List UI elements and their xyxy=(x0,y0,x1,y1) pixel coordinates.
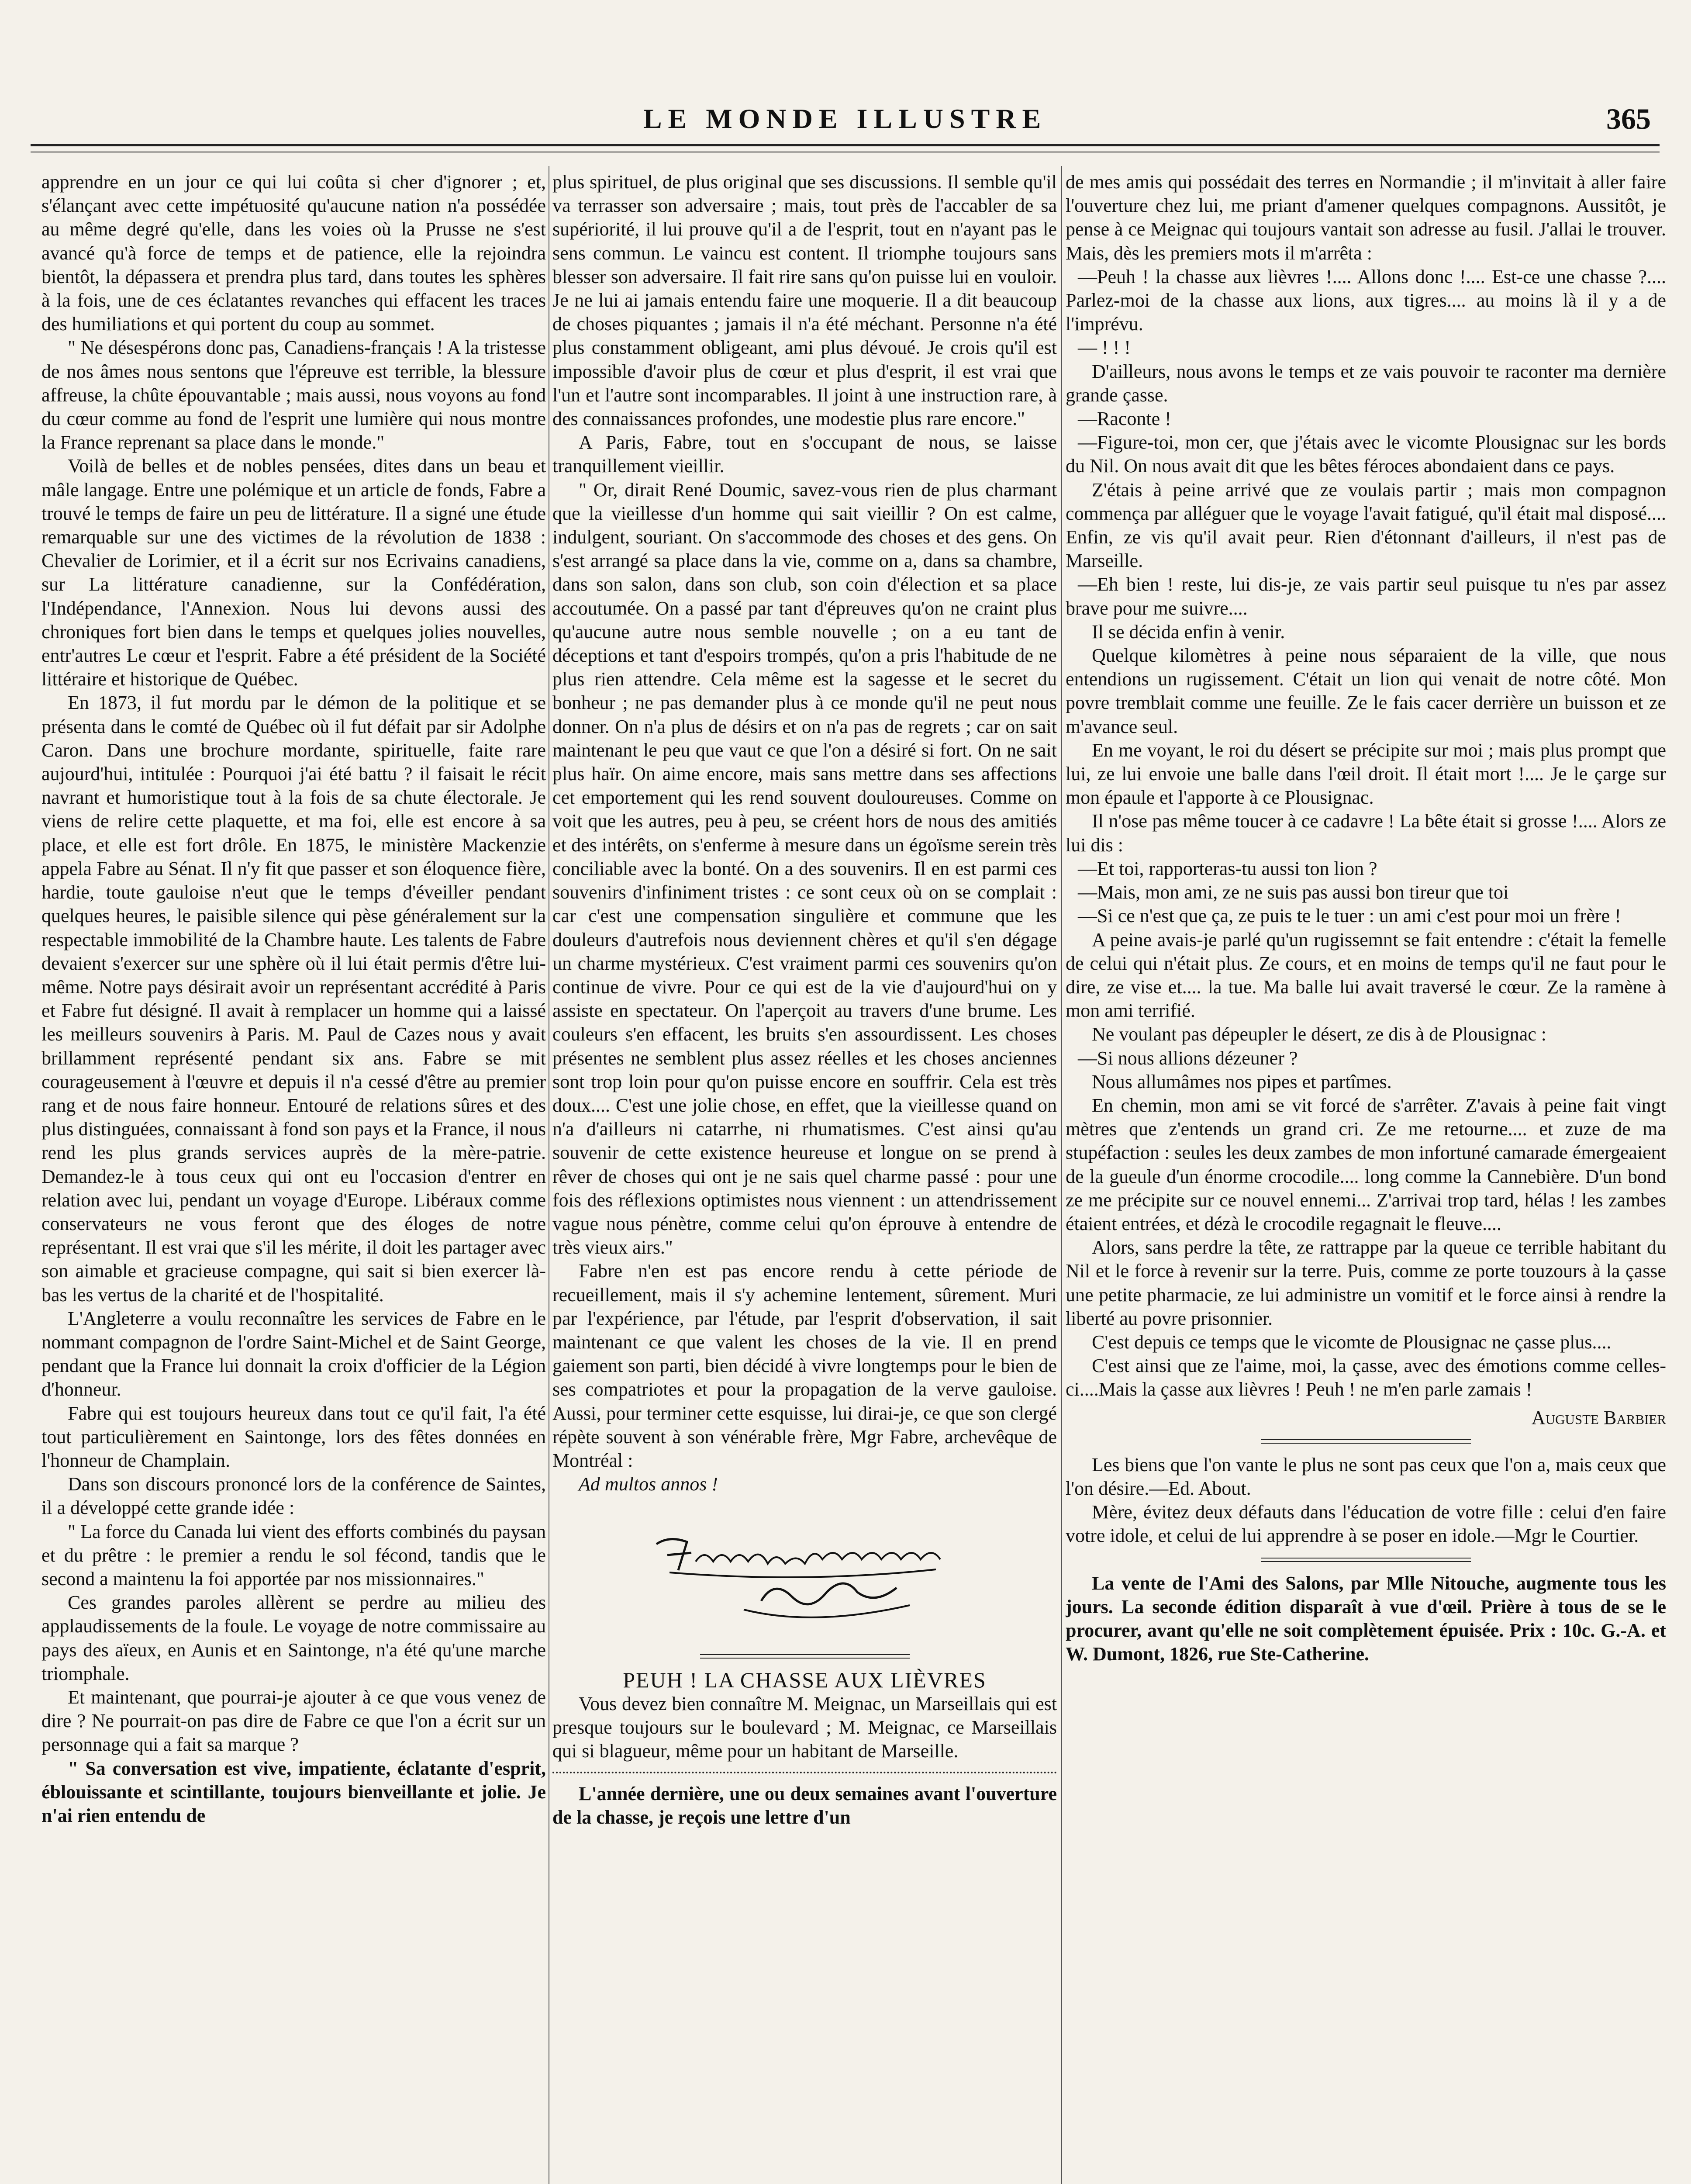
paragraph: Il se décida enfin à venir. xyxy=(1092,621,1285,643)
section-divider xyxy=(700,1654,910,1659)
paragraph: Vous devez bien connaître M. Meignac, un Marseillais qui est presque toujours sur le boulevard ; M. Meignac, ce Marseillais qui si blagueur, même pour un habitant de Marseille. xyxy=(552,1693,1057,1762)
article-heading: PEUH ! LA CHASSE AUX LIÈVRES xyxy=(623,1668,987,1693)
paragraph: de mes amis qui possédait des terres en Normandie ; il m'invitait à aller faire l'ouverture chez lui, me priant d'amener quelques compagnons. Aussitôt, je pense à ce Meignac qui toujours vantait son adresse au fusil. J'allai le trouver. Mais, dès les premiers mots il m'arrêta : xyxy=(1066,171,1666,264)
paragraph: C'est ainsi que ze l'aime, moi, la çasse, avec des émotions comme celles-ci....Mais la çasse aux lièvres ! Peuh ! ne m'en parle zamais ! xyxy=(1066,1355,1666,1400)
paragraph: plus spirituel, de plus original que ses discussions. Il semble qu'il va terrasser son adversaire ; mais, tout près de l'accabler de sa supériorité, il lui prouve qu'il a de l'esprit, tout en n'ayant pas le sens commun. Le vaincu est content. Il triomphe toujours sans blesser son adversaire. Il fait rire sans qu'on puisse lui en vouloir. Je ne lui ai jamais entendu faire une moquerie. Il a dit beaucoup de choses piquantes ; jamais il n'a été méchant. Personne n'a été plus constamment obligeant, ami plus dévoué. Je crois qu'il est impossible d'avoir plus de cœur et plus d'esprit, il est vrai que l'un et l'autre sont incomparables. Il joint à une instruction rare, à des connaissances profondes, une modestie plus rare encore." xyxy=(552,171,1057,430)
paragraph: Il n'ose pas même toucer à ce cadavre ! La bête était si grosse !.... Alors ze lui dis : xyxy=(1066,810,1666,856)
paragraph: Z'étais à peine arrivé que ze voulais partir ; mais mon compagnon commença par alléguer que le voyage l'avait fatigué, qu'il était mal disposé.... Enfin, ze vis qu'il avait peur. Rien d'étonnant d'ailleurs, il n'est pas de Marseille. xyxy=(1066,479,1666,572)
signature xyxy=(552,1514,1057,1645)
signoff-latin: Ad multos annos ! xyxy=(579,1473,718,1495)
paragraph: L'Angleterre a voulu reconnaître les services de Fabre en le nommant compagnon de l'ordre Saint-Michel et de Saint George, pendant que la France lui donnait la croix d'officier de la Légion d'honneur. xyxy=(41,1307,546,1400)
paragraph: " Ne désespérons donc pas, Canadiens-français ! A la tristesse de nos âmes nous sentons que l'épreuve est terrible, la blessure affreuse, la chûte épouvantable ; mais aussi, nous voyons au fond du cœur comme au fond de l'esprit une lumière qui nous montre la France reprenant sa place dans le monde." xyxy=(41,337,546,453)
paragraph: C'est depuis ce temps que le vicomte de Plousignac ne çasse plus.... xyxy=(1092,1331,1612,1353)
paragraph: —Mais, mon ami, ze ne suis pas aussi bon tireur que toi xyxy=(1078,881,1509,903)
paragraph: —Eh bien ! reste, lui dis-je, ze vais partir seul puisque tu n'es par assez brave pour me suivre.... xyxy=(1066,574,1666,619)
paragraph: " Or, dirait René Doumic, savez-vous rien de plus charmant que la vieillesse d'un homme qui sait vieillir ? On est calme, indulgent, souriant. On s'accommode des choses et des gens. On s'est arrangé sa place dans la vie, comme on a, dans sa chambre, dans son salon, dans son club, son coin d'élection et sa place accoutumée. On a passé par tant d'épreuves qu'on ne craint plus qu'aucune autre nous semble nouvelle ; on a eu tant de déceptions et tant d'espoirs trompés, qu'on a pris l'habitude de ne plus rien attendre. Cela même est la sagesse et le secret du bonheur ; ne pas demander plus à ce monde qu'il ne peut nous donner. On n'a plus de désirs et on n'a pas de regrets ; car on sait maintenant le peu que vaut ce que l'on a désiré si fort. On ne sait plus haïr. On aime encore, mais sans mettre dans ses affections cet emportement qui les rend souvent douloureuses. Comme on voit que les autres, peu à peu, se créent hors de nous des amitiés et des intérêts, on s'enferme à mesure dans un égoïsme serein très conciliable avec la bonté. On a des souvenirs. Il en est parmi ces souvenirs d'infiniment tristes : ce sont ceux où on se complait : car c'est une compensation singulière et commune que les douleurs d'autrefois nous deviennent chères et qu'il s'en dégage un charme mystérieux. C'est vraiment parmi ces souvenirs qu'on continue de vivre. Pour ce qui est de la vie d'aujourd'hui on y assiste en spectateur. On l'aperçoit au travers d'une brume. Les couleurs s'en effacent, les bruits s'en assourdissent. Les choses présentes ne semblent plus assez réelles et les choses anciennes sont trop loin pour qu'on puisse encore en souffrir. Cela est très doux.... C'est une jolie chose, en effet, que la vieillesse quand on n'a d'ailleurs ni catarrhe, ni rhumatismes. C'est ainsi qu'au souvenir de cette existence heureuse et longue on se prend à rêver de choses qui ont je ne sais quel charme passé : pour une fois des réflexions optimistes nous viennent : un attendrissement vague nous pénètre, comme celui qu'on éprouve à entendre de très vieux airs." xyxy=(552,479,1057,1258)
section-divider xyxy=(1261,1439,1471,1444)
maxim: Les biens que l'on vante le plus ne sont pas ceux que l'on a, mais ceux que l'on désire.—Ed. About. xyxy=(1066,1454,1666,1499)
paragraph: —Et toi, rapporteras-tu aussi ton lion ? xyxy=(1078,857,1377,879)
paragraph: En 1873, il fut mordu par le démon de la politique et se présenta dans le comté de Québec où il fut défait par sir Adolphe Caron. Dans une brochure mordante, spirituelle, faite rare aujourd'hui, intitulée : Pourquoi j'ai été battu ? il faisait le récit navrant et humoristique tout à la fois de sa chute électorale. Je viens de relire cette plaquette, et ma foi, elle est encore à sa place, et elle est fort drôle. En 1875, le ministère Mackenzie appela Fabre au Sénat. Il n'y fit que passer et son éloquence fière, hardie, toute gauloise n'eut que le temps d'éveiller pendant quelques heures, le paisible silence qui pèse généralement sur la respectable immobilité de la Chambre haute. Les talents de Fabre devaient s'exercer sur une sphère où il lui était permis d'être lui-même. Notre pays désirait avoir un représentant accrédité à Paris et Fabre fut désigné. Il avait à remplacer un homme qui a laissé les meilleurs souvenirs à Paris. M. Paul de Cazes nous y avait brillamment représenté pendant six ans. Fabre se mit courageusement à l'œuvre et depuis il n'a cessé d'être au premier rang et de nous faire honneur. Entouré de relations sûres et des plus distinguées, connaissant à fond son pays et la France, il nous rend les plus grands services auprès de la mère-patrie. Demandez-le à tous ceux qui ont eu l'occasion d'entrer en relation avec lui, pendant un voyage d'Europe. Libéraux comme conservateurs ne vous feront que des éloges de notre représentant. Il est vrai que s'il les mérite, il doit les partager avec son aimable et gracieuse compagne, qui sait si bien exercer là-bas les vertus de la charité et de l'hospitalité. xyxy=(41,692,546,1306)
paragraph: —Si nous allions dézeuner ? xyxy=(1078,1047,1298,1069)
paragraph: D'ailleurs, nous avons le temps et ze vais pouvoir te raconter ma dernière grande çasse. xyxy=(1066,360,1666,406)
paragraph: " La force du Canada lui vient des efforts combinés du paysan et du prêtre : le premier a rendu le sol fécond, tandis que le second a maintenu la foi apportée par nos missionnaires." xyxy=(41,1521,546,1590)
column-2 xyxy=(552,170,1057,2184)
paragraph: L'année dernière, une ou deux semaines avant l'ouverture de la chasse, je reçois une lettre d'un xyxy=(552,1783,1057,1828)
signature-graphic xyxy=(630,1518,980,1640)
paragraph: Nous allumâmes nos pipes et partîmes. xyxy=(1092,1071,1392,1092)
paragraph: Fabre qui est toujours heureux dans tout ce qu'il fait, l'a été tout particulièrement en Saintonge, lors des fêtes données en l'honneur de Champlain. xyxy=(41,1402,546,1471)
paragraph: Et maintenant, que pourrai-je ajouter à ce que vous venez de dire ? Ne pourrait-on pas dire de Fabre ce que l'on a écrit sur un personnage qui a fait sa marque ? xyxy=(41,1686,546,1755)
paragraph: Ces grandes paroles allèrent se perdre au milieu des applaudissements de la foule. Le voyage de notre commissaire au pays des aïeux, en Aunis et en Saintonge, n'a été qu'une marche triomphale. xyxy=(41,1592,546,1684)
paragraph: — ! ! ! xyxy=(1078,337,1131,359)
paragraph: —Peuh ! la chasse aux lièvres !.... Allons donc !.... Est-ce une chasse ?.... Parlez-moi de la chasse aux lions, aux tigres.... au moins là il y a de l'imprévu. xyxy=(1066,266,1666,335)
paragraph: Ne voulant pas dépeupler le désert, ze dis à de Plousignac : xyxy=(1092,1023,1547,1045)
paragraph: Dans son discours prononcé lors de la conférence de Saintes, il a développé cette grande idée : xyxy=(41,1473,546,1519)
column-divider xyxy=(1061,166,1062,2184)
paragraph: apprendre en un jour ce qui lui coûta si cher d'ignorer ; et, s'élançant avec cette impétuosité qu'aucune nation n'a possédée au même degré qu'elle, dans les voies où la Prusse ne s'est avancé qu'à force de temps et de patience, elle la rejoindra bientôt, la dépassera et prendra plus tard, dans toutes les sphères à la fois, une de ces éclatantes revanches qui effacent les traces des humiliations et qui portent du coup au sommet. xyxy=(41,171,546,335)
section-divider xyxy=(1261,1558,1471,1562)
paragraph: A peine avais-je parlé qu'un rugissemnt se fait entendre : c'était la femelle de celui qui n'était plus. Ze cours, et en moins de temps qu'il ne faut pour le dire, ze vise et.... la tue. Ma balle lui avait traversé le cœur. Ze la ramène à mon ami terrifié. xyxy=(1066,929,1666,1022)
column-3 xyxy=(1066,170,1666,2184)
paragraph: " Sa conversation est vive, impatiente, éclatante d'esprit, éblouissante et scintillante, toujours bienveillante et jolie. Je n'ai rien entendu de xyxy=(41,1757,546,1827)
paragraph: —Figure-toi, mon cer, que j'étais avec le vicomte Plousignac sur les bords du Nil. On nous avait dit que les bêtes féroces abondaient dans ce pays. xyxy=(1066,432,1666,477)
column-1 xyxy=(41,170,546,2184)
paragraph: Voilà de belles et de nobles pensées, dites dans un beau et mâle langage. Entre une polémique et un article de fonds, Fabre a trouvé le temps de faire un peu de littérature. Il a signé une étude remarquable sur une des victimes de la révolution de 1838 : Chevalier de Lorimier, et il a écrit sur nos Ecrivains canadiens, sur La littérature canadienne, sur la Confédération, l'Indépendance, l'Annexion. Nous lui devons aussi des chroniques fort bien dans le temps et quelques jolies nouvelles, entr'autres Le cœur et l'esprit. Fabre a été président de la Société littéraire et historique de Québec. xyxy=(41,455,546,690)
paragraph: —Si ce n'est que ça, ze puis te le tuer : un ami c'est pour moi un frère ! xyxy=(1078,905,1621,927)
paragraph: Fabre n'en est pas encore rendu à cette période de recueillement, mais il s'y achemine lentement, sûrement. Muri par l'expérience, par l'étude, par l'esprit d'observation, il sait maintenant ce que valent les choses de la vie. Il en prend gaiement son parti, bien décidé à vivre longtemps pour le bien de ses compatriotes et pour la propagation de la verve gauloise. Aussi, pour terminer cette esquisse, lui dirai-je, ce que son clergé répète souvent à son vénérable frère, Mgr Fabre, archevêque de Montréal : xyxy=(552,1260,1057,1471)
page-header xyxy=(31,90,1660,164)
paragraph: Quelque kilomètres à peine nous séparaient de la ville, que nous entendions un rugissement. C'était un lion qui venait de notre côté. Mon povre tremblait comme une feuille. Ze le fais cacer derrière un buisson et ze m'avance seul. xyxy=(1066,645,1666,737)
paragraph: Alors, sans perdre la tête, ze rattrappe par la queue ce terrible habitant du Nil et le force à revenir sur la terre. Puis, comme ze porte touzours à la çasse une petite pharmacie, ze lui administre un vomitif et le force ainsi à rendre la liberté au povre prisonnier. xyxy=(1066,1237,1666,1329)
page-number: 365 xyxy=(1606,102,1651,135)
header-rule xyxy=(31,144,1660,152)
paragraph: En me voyant, le roi du désert se précipite sur moi ; mais plus prompt que lui, ze lui envoie une balle dans l'œil droit. Il était mort !.... Je le çarge sur mon épaule et l'apporte à ce Plousignac. xyxy=(1066,739,1666,809)
newspaper-title: LE MONDE ILLUSTRE xyxy=(643,103,1047,134)
author-name: Auguste Barbier xyxy=(1531,1406,1666,1428)
paragraph: A Paris, Fabre, tout en s'occupant de nous, se laisse tranquillement vieillir. xyxy=(552,432,1057,477)
advertisement: La vente de l'Ami des Salons, par Mlle Nitouche, augmente tous les jours. La seconde édition disparaît à vue d'œil. Prière à tous de se le procurer, avant qu'elle ne soit complètement épuisée. Prix : 10c. G.-A. et W. Dumont, 1826, rue Ste-Catherine. xyxy=(1066,1572,1666,1665)
dotted-divider xyxy=(552,1772,1057,1773)
paragraph: —Raconte ! xyxy=(1078,408,1171,430)
paragraph: En chemin, mon ami se vit forcé de s'arrêter. Z'avais à peine fait vingt mètres que z'entends un grand cri. Ze me retourne.... et zuze de ma stupéfaction : seules les deux zambes de mon infortuné camarade émergeaient de la gueule d'un énorme crocodile.... long comme la Cannebière. D'un bond ze me précipite sur ce nouvel ennemi... Z'arrivai trop tard, hélas ! les zambes étaient entrées, et dézà le crocodile regagnait le fleuve.... xyxy=(1066,1094,1666,1234)
maxim: Mère, évitez deux défauts dans l'éducation de votre fille : celui d'en faire votre idole, et celui de lui apprendre à se poser en idole.—Mgr le Courtier. xyxy=(1066,1501,1666,1547)
